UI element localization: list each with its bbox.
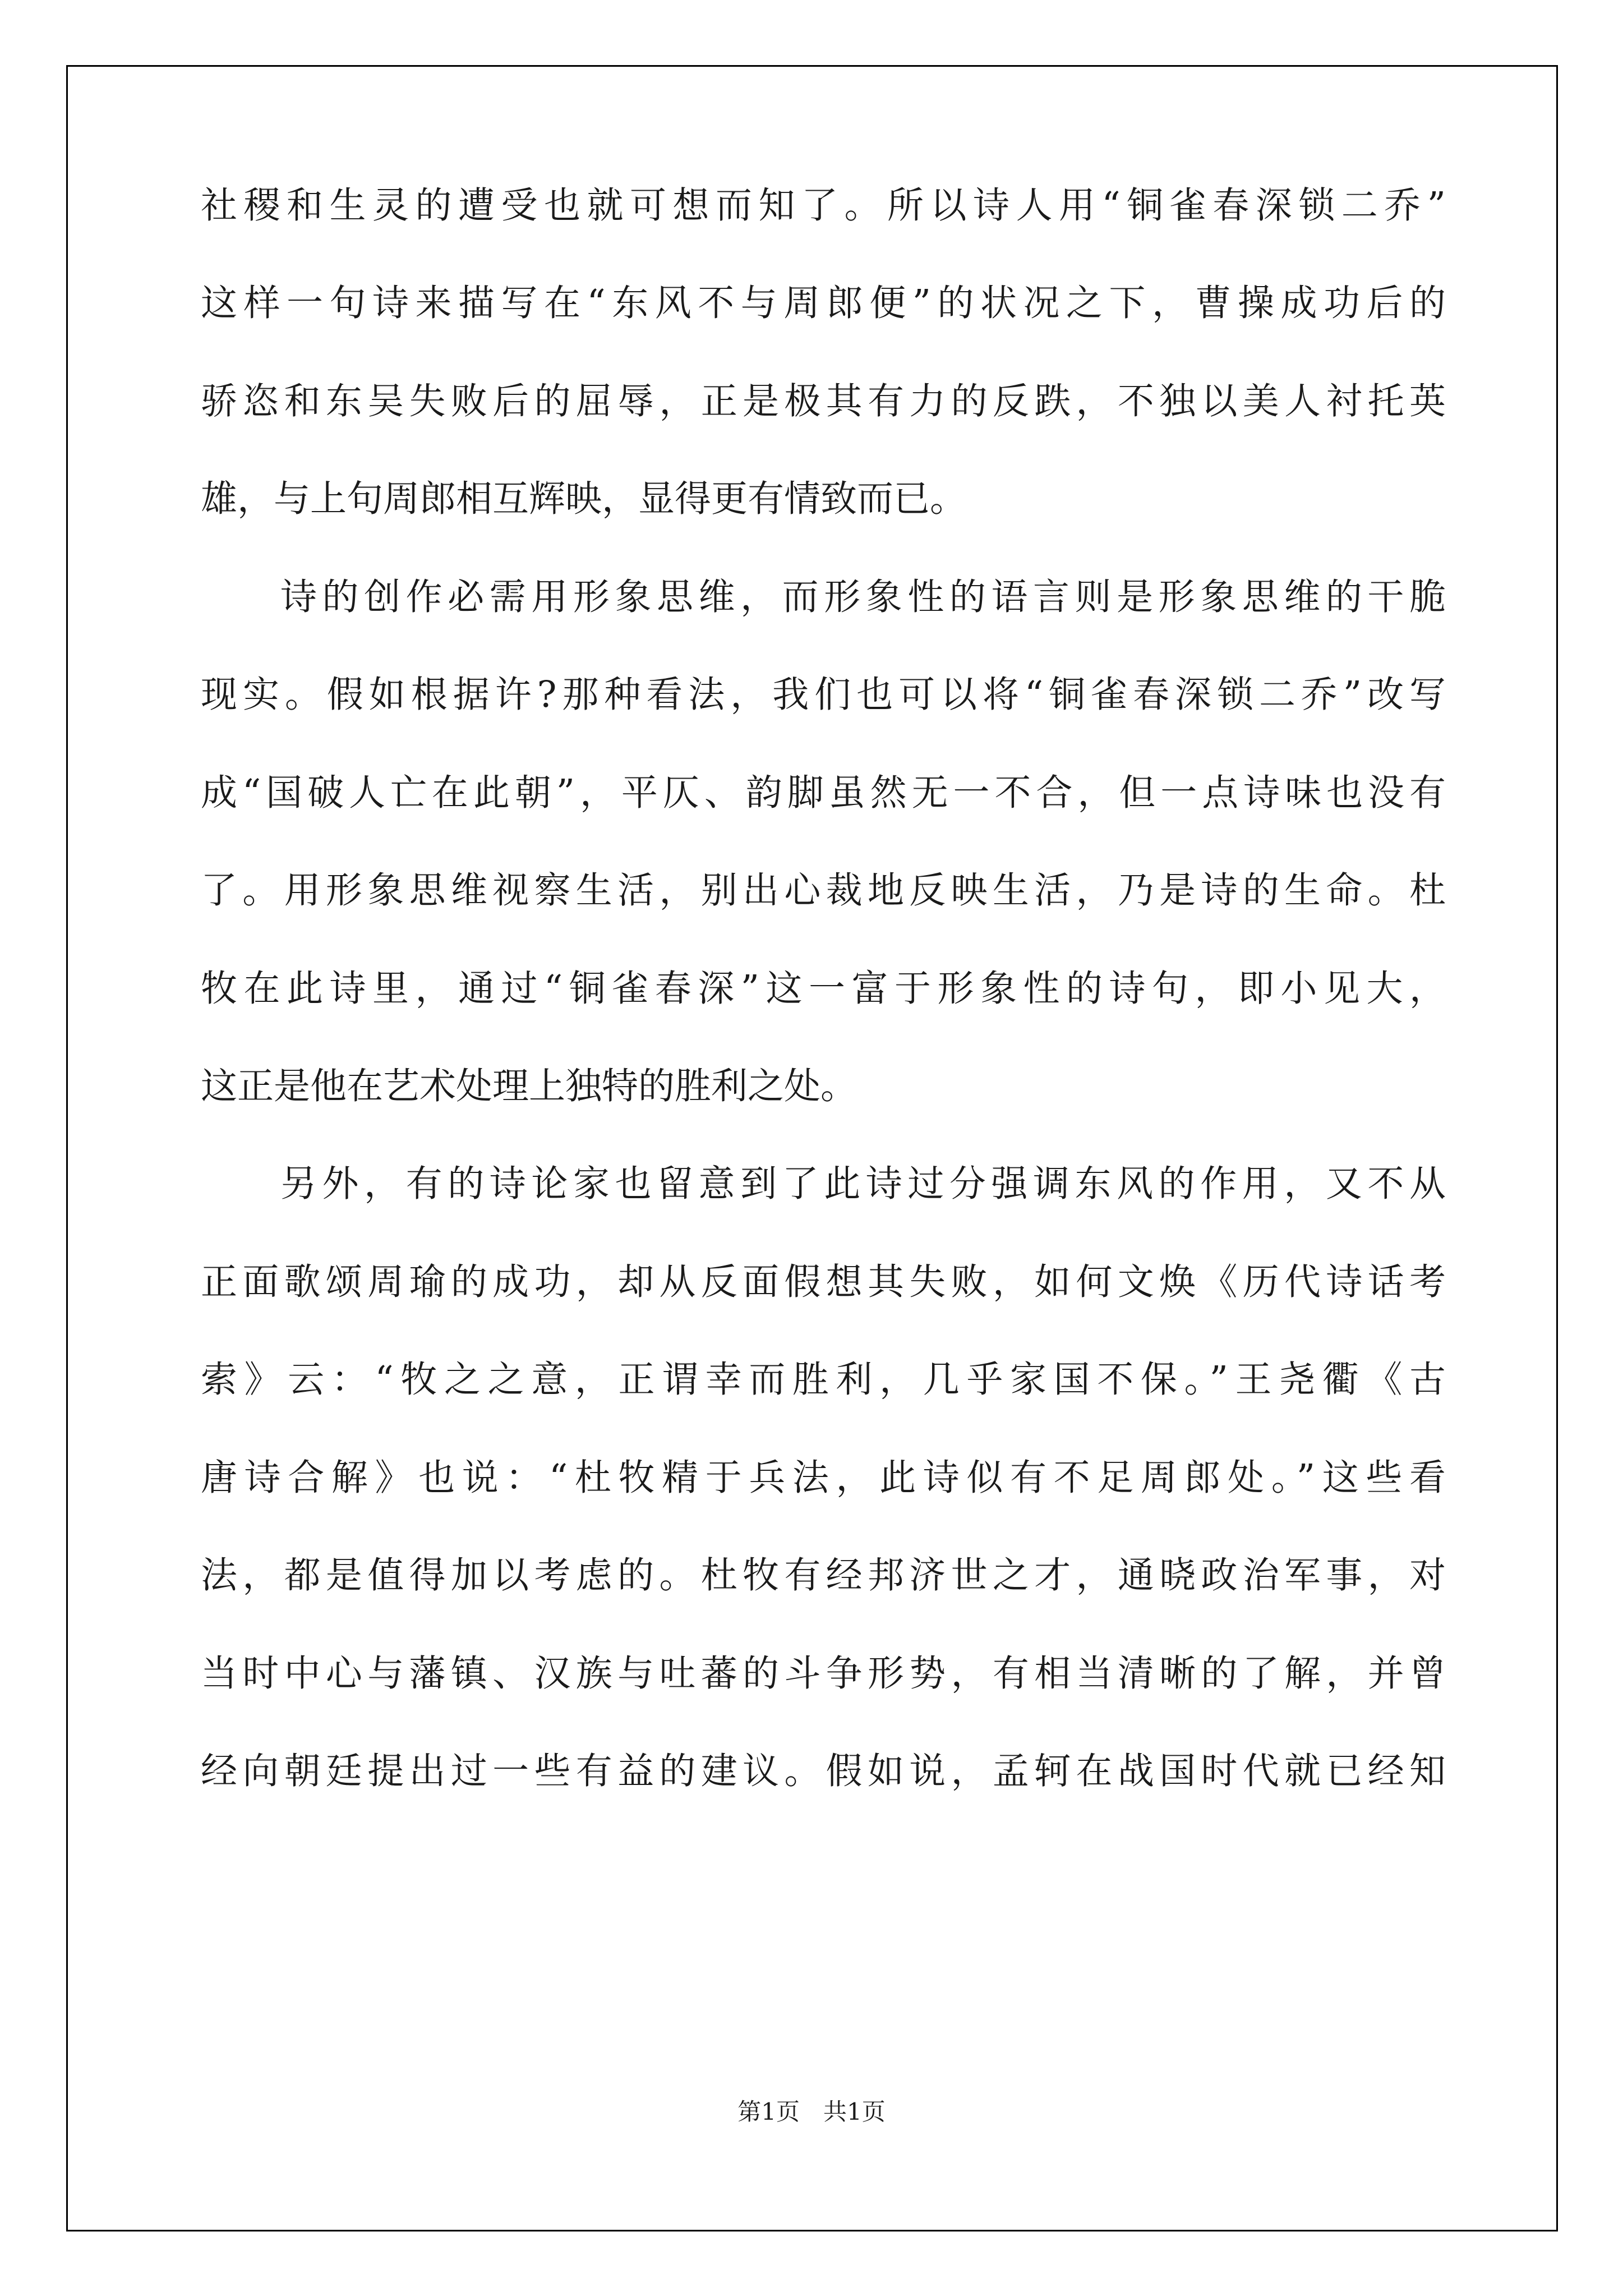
paragraph-2-line-6: 这正是他在艺术处理上独特的胜利之处。 xyxy=(201,1065,857,1107)
paragraph-2-line-2: 现实。假如根据许?那种看法，我们也可以将“铜雀春深锁二乔”改写 xyxy=(201,674,1446,716)
page-footer: 第1页 共1页 xyxy=(737,2098,886,2125)
paragraph-2-line-1: 诗的创作必需用形象思维，而形象性的语言则是形象思维的干脆 xyxy=(280,576,1446,618)
paragraph-1-line-2: 这样一句诗来描写在“东风不与周郎便”的状况之下，曹操成功后的 xyxy=(201,282,1446,324)
paragraph-3-line-1: 另外，有的诗论家也留意到了此诗过分强调东风的作用，又不从 xyxy=(280,1163,1446,1205)
paragraph-3-line-7: 经向朝廷提出过一些有益的建议。假如说，孟轲在战国时代就已经知 xyxy=(201,1750,1446,1792)
paragraph-1-line-1: 社稷和生灵的遭受也就可想而知了。所以诗人用“铜雀春深锁二乔” xyxy=(201,185,1446,227)
paragraph-1-line-4: 雄，与上句周郎相互辉映，显得更有情致而已。 xyxy=(201,478,967,520)
paragraph-2-line-3: 成“国破人亡在此朝”，平仄、韵脚虽然无一不合，但一点诗味也没有 xyxy=(201,772,1446,814)
paragraph-2-line-5: 牧在此诗里，通过“铜雀春深”这一富于形象性的诗句，即小见大， xyxy=(201,968,1446,1010)
paragraph-3-line-5: 法，都是值得加以考虑的。杜牧有经邦济世之才，通晓政治军事，对 xyxy=(201,1554,1446,1596)
paragraph-2-line-4: 了。用形象思维视察生活，别出心裁地反映生活，乃是诗的生命。杜 xyxy=(201,869,1446,912)
paragraph-3-line-4: 唐诗合解》也说：“杜牧精于兵法，此诗似有不足周郎处。”这些看 xyxy=(201,1457,1446,1499)
paragraph-1-line-3: 骄恣和东吴失败后的屈辱，正是极其有力的反跌，不独以美人衬托英 xyxy=(201,380,1446,422)
paragraph-3-line-3: 索》云：“牧之之意，正谓幸而胜利，几乎家国不保。”王尧衢《古 xyxy=(201,1359,1446,1401)
paragraph-3-line-6: 当时中心与藩镇、汉族与吐蕃的斗争形势，有相当清晰的了解，并曾 xyxy=(201,1653,1446,1695)
paragraph-3-line-2: 正面歌颂周瑜的成功，却从反面假想其失败，如何文焕《历代诗话考 xyxy=(201,1261,1446,1303)
